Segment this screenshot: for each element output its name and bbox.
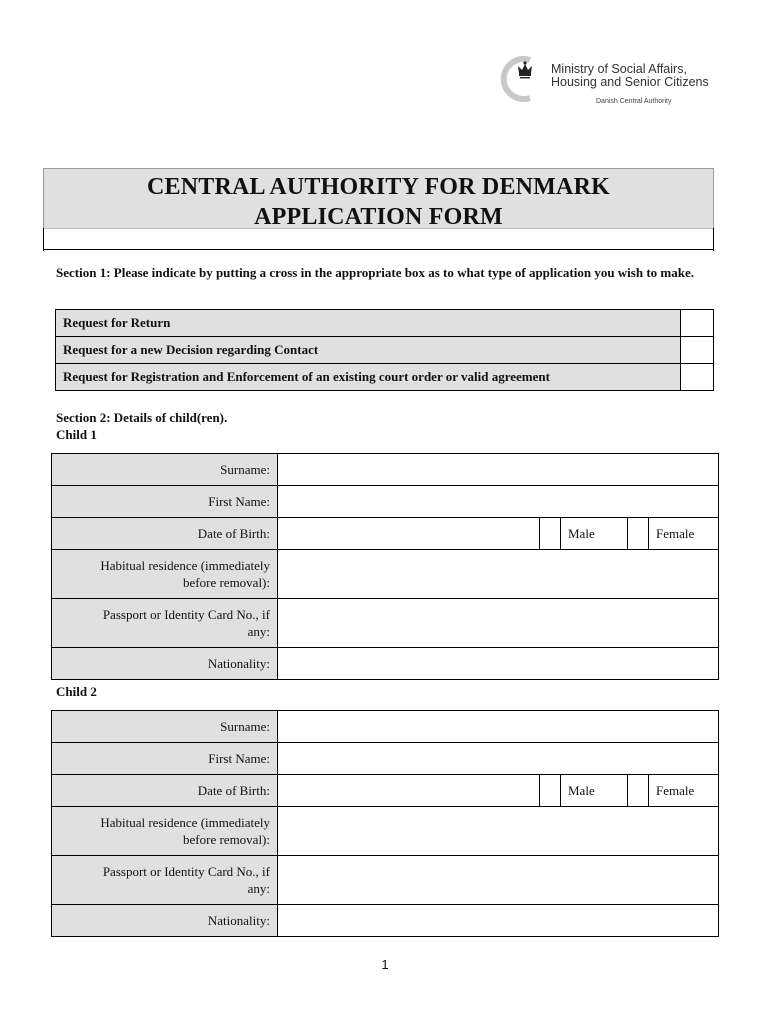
child2-passport-field[interactable] xyxy=(278,856,719,905)
ministry-name-line1: Ministry of Social Affairs, xyxy=(551,62,687,76)
child2-nationality-field[interactable] xyxy=(278,905,719,937)
passport-label-line1: Passport or Identity Card No., if xyxy=(102,607,270,622)
child1-surname-field[interactable] xyxy=(278,454,719,486)
passport-label-line1: Passport or Identity Card No., if xyxy=(102,864,270,879)
residence-label-line2: before removal): xyxy=(183,575,270,590)
title-box-left-border xyxy=(43,228,44,251)
child2-passport-row xyxy=(52,856,719,905)
nationality-label: Nationality: xyxy=(52,905,278,937)
residence-label xyxy=(52,550,278,599)
male-label: Male xyxy=(561,518,628,550)
residence-label-line1: Habitual residence (immediately xyxy=(100,815,270,830)
ministry-name xyxy=(551,63,709,89)
form-title-line2: APPLICATION FORM xyxy=(254,204,503,230)
ministry-name-line2: Housing and Senior Citizens xyxy=(551,75,709,89)
child1-heading: Child 1 xyxy=(56,427,97,442)
option-contact-checkbox[interactable] xyxy=(681,337,714,364)
child1-residence-row xyxy=(52,550,719,599)
option-registration-checkbox[interactable] xyxy=(681,364,714,391)
passport-label xyxy=(52,599,278,648)
nationality-label: Nationality: xyxy=(52,648,278,680)
residence-label-line2: before removal): xyxy=(183,832,270,847)
female-label: Female xyxy=(649,775,719,807)
child1-first-name-field[interactable] xyxy=(278,486,719,518)
option-registration-label: Request for Registration and Enforcement of an existing court order or valid agreement xyxy=(56,364,681,391)
residence-label xyxy=(52,807,278,856)
application-type-row xyxy=(56,364,714,391)
child1-dob-row xyxy=(52,518,719,550)
child2-heading: Child 2 xyxy=(56,684,97,699)
child1-nationality-row xyxy=(52,648,719,680)
ministry-logo xyxy=(500,56,740,112)
title-box-bottom-border xyxy=(43,249,714,250)
section2-heading: Section 2: Details of child(ren). xyxy=(56,410,228,425)
page-number: 1 xyxy=(381,957,389,972)
child2-male-checkbox[interactable] xyxy=(540,775,561,807)
child1-passport-row xyxy=(52,599,719,648)
child2-residence-row xyxy=(52,807,719,856)
option-return-label: Request for Return xyxy=(56,310,681,337)
child1-firstname-row xyxy=(52,486,719,518)
child1-female-checkbox[interactable] xyxy=(628,518,649,550)
child2-residence-field[interactable] xyxy=(278,807,719,856)
child1-residence-field[interactable] xyxy=(278,550,719,599)
option-contact-label: Request for a new Decision regarding Contact xyxy=(56,337,681,364)
child1-table xyxy=(51,453,719,680)
ministry-subtitle: Danish Central Authority xyxy=(596,98,672,105)
child1-surname-row xyxy=(52,454,719,486)
dob-label: Date of Birth: xyxy=(52,518,278,550)
form-title-box xyxy=(43,168,714,250)
title-box-right-border xyxy=(713,228,714,251)
first-name-label: First Name: xyxy=(52,486,278,518)
crown-logo-icon xyxy=(500,56,546,102)
child2-surname-row xyxy=(52,711,719,743)
surname-label: Surname: xyxy=(52,454,278,486)
child1-dob-field[interactable] xyxy=(278,518,540,550)
child2-dob-field[interactable] xyxy=(278,775,540,807)
passport-label-line2: any: xyxy=(247,624,270,639)
first-name-label: First Name: xyxy=(52,743,278,775)
child2-surname-field[interactable] xyxy=(278,711,719,743)
child2-female-checkbox[interactable] xyxy=(628,775,649,807)
child2-nationality-row xyxy=(52,905,719,937)
female-label: Female xyxy=(649,518,719,550)
application-type-row xyxy=(56,310,714,337)
form-title-line1: CENTRAL AUTHORITY FOR DENMARK xyxy=(147,174,610,200)
child2-table xyxy=(51,710,719,937)
surname-label: Surname: xyxy=(52,711,278,743)
option-return-checkbox[interactable] xyxy=(681,310,714,337)
child2-first-name-field[interactable] xyxy=(278,743,719,775)
application-type-table xyxy=(55,309,714,391)
child1-male-checkbox[interactable] xyxy=(540,518,561,550)
male-label: Male xyxy=(561,775,628,807)
child2-dob-row xyxy=(52,775,719,807)
child1-passport-field[interactable] xyxy=(278,599,719,648)
passport-label-line2: any: xyxy=(247,881,270,896)
application-type-row xyxy=(56,337,714,364)
dob-label: Date of Birth: xyxy=(52,775,278,807)
form-title xyxy=(44,172,713,232)
section1-heading: Section 1: Please indicate by putting a cross in the appropriate box as to what type of application you wish to make. xyxy=(56,265,694,280)
passport-label xyxy=(52,856,278,905)
residence-label-line1: Habitual residence (immediately xyxy=(100,558,270,573)
child2-firstname-row xyxy=(52,743,719,775)
child1-nationality-field[interactable] xyxy=(278,648,719,680)
